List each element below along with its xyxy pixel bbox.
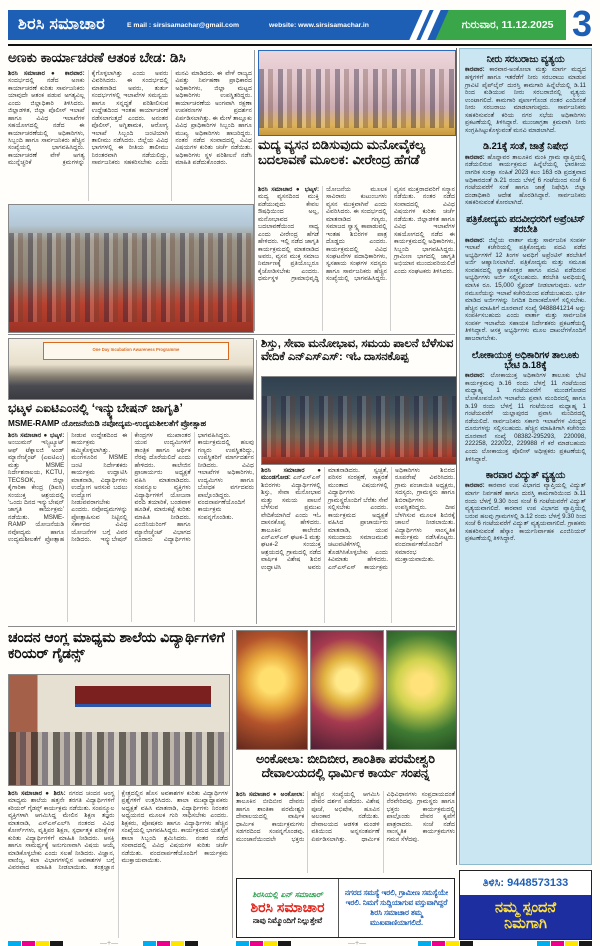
edition-date: ಗುರುವಾರ, 11.12.2025	[462, 18, 554, 31]
brief-water-supply	[465, 54, 586, 134]
news-briefs-panel	[459, 48, 592, 865]
photo-deity-2	[310, 630, 384, 750]
brief-body: ಕಾರವಾರ: ಕಾರವಾರ-ಅಂಕೋಲಾ ಮತ್ತು ಮಾರ್ಗ ಮಧ್ಯದ ಹಳ್ಳಿಗಳಿಗೆ ಹಾಗೂ ಇತರೆಡೆಗೆ ನೀರು ಸರಬರಾಜು ಮಾಡುವ ಗ್ರಾವಿಟಿ ಪೈಪ್‌ಲೈನ್ ದುರಸ್ತಿ ಕಾಮಗಾರಿ ಹಿನ್ನೆಲೆಯಲ್ಲಿ ಡಿ.11 ರಿಂದ ಕುಡಿಯುವ ನೀರು ಸರಬರಾಜಿನಲ್ಲಿ ವ್ಯತ್ಯಯ ಉಂಟಾಗಲಿದೆ. ಕಾಮಗಾರಿ ಪೂರ್ಣಗೊಂಡ ನಂತರ ಎಂದಿನಂತೆ ನೀರು ಸರಬರಾಜು ಮಾಡಲಾಗುವುದು. ಸಾರ್ವಜನಿಕರು ಸಹಕರಿಸುವಂತೆ ಕರಿಯ ನಗರ ಸಭೆಯ ಅಧಿಕಾರಿಗಳು ಪ್ರಕಟಣೆಯಲ್ಲಿ ತಿಳಿಸಿದ್ದಾರೆ. ಮುಂಜಾಗ್ರತಾ ಕ್ರಮವಾಗಿ ನೀರು ಸಂಗ್ರಹಿಸಿಟ್ಟುಕೊಳ್ಳುವಂತೆ ಮನವಿ ಮಾಡಲಾಗಿದೆ.	[465, 66, 586, 134]
house-ad-message-block	[339, 879, 454, 937]
article-body-nss: ಶಿರಸಿ ಸಮಾಚಾರ ● ಮುಂಡಗೋಡ: ಎನ್‌ಎಸ್‌ಎಸ್ ಶಿಬಿರಗಳು ವಿದ್ಯಾರ್ಥಿಗಳಲ್ಲಿ ಶಿಸ್ತು, ಸೇವಾ ಮನೋಭಾವ ಮತ್ತು ಸಮಯ ಪಾಲನೆ ಬೆಳೆಸುವ ಪ್ರಮುಖ ವೇದಿಕೆಯಾಗಿದೆ ಎಂದು ಇಓ ದಾಸನಕೊಪ್ಪ ಹೇಳಿದರು. ತಾಲೂಕಿನ ಕಾಲೇಜಿನ ಎನ್‌ಎಸ್‌ಎಸ್ ಘಟಕ-1 ಮತ್ತು ಘಟಕ-2 ಸಂಯುಕ್ತ ಆಶ್ರಯದಲ್ಲಿ ಗ್ರಾಮದಲ್ಲಿ ನಡೆದ ವಾರ್ಷಿಕ ವಿಶೇಷ ಶಿಬಿರ ಉದ್ಘಾಟಿಸಿ ಅವರು ಮಾತನಾಡಿದರು. ಸ್ವಚ್ಛತೆ, ಪರಿಸರ ಸಂರಕ್ಷಣೆ, ಸಾಕ್ಷರತೆ ಮುಂತಾದ ವಿಷಯಗಳಲ್ಲಿ ವಿದ್ಯಾರ್ಥಿಗಳು ಗ್ರಾಮಸ್ಥರೊಂದಿಗೆ ಬೆರೆತು ಸೇವೆ ಸಲ್ಲಿಸಬೇಕು ಎಂದರು. ಕಾರ್ಯಕ್ರಮದ ಅಧ್ಯಕ್ಷತೆ ವಹಿಸಿದ ಪ್ರಾಚಾರ್ಯರು ಮಾತನಾಡಿ, ಯುವ ಸಮುದಾಯ ಸಮಾಜಮುಖಿ ಚಟುವಟಿಕೆಗಳಲ್ಲಿ ತೊಡಗಿಸಿಕೊಳ್ಳಬೇಕು ಎಂದು ಕಿವಿಮಾತು ಹೇಳಿದರು. ಎನ್‌ಎಸ್‌ಎಸ್ ಕಾರ್ಯಕ್ರಮ ಅಧಿಕಾರಿಗಳು ಶಿಬಿರದ ರೂಪರೇಷೆ ವಿವರಿಸಿದರು. ಗ್ರಾಮ ಪಂಚಾಯಿತಿ ಅಧ್ಯಕ್ಷರು, ಸದಸ್ಯರು, ಗ್ರಾಮಸ್ಥರು ಹಾಗೂ ಶಿಬಿರಾರ್ಥಿಗಳು ಉಪಸ್ಥಿತರಿದ್ದರು. ದೀಪ ಬೆಳಗಿಸುವ ಮೂಲಕ ಶಿಬಿರಕ್ಕೆ ಚಾಲನೆ ನೀಡಲಾಯಿತು. ವಿದ್ಯಾರ್ಥಿಗಳು ಸಾಂಸ್ಕೃತಿಕ ಕಾರ್ಯಕ್ರಮ ನಡೆಸಿಕೊಟ್ಟರು. ವಂದನಾರ್ಪಣೆಯೊಂದಿಗೆ ಸಮಾರಂಭ ಮುಕ್ತಾಯವಾಯಿತು.	[261, 467, 455, 571]
cmyk-yellow-swatch	[264, 941, 277, 946]
cmyk-cyan-swatch	[143, 941, 156, 946]
house-ad-brand: ಶಿರಸಿ ಸಮಾಚಾರ	[250, 898, 325, 915]
dateline: ಶಿರಸಿ ಸಮಾಚಾರ ● ಭಟ್ಕಳ:	[8, 432, 65, 439]
brief-apprentice	[465, 214, 586, 343]
cmyk-yellow-swatch	[171, 941, 184, 946]
cmyk-black-swatch	[278, 941, 291, 946]
masthead-website: website: www.sirsisamachar.in	[269, 21, 369, 29]
event-banner: One Day Incubation Awareness Programme	[43, 342, 228, 360]
cmyk-bar	[418, 941, 473, 946]
article-body-madya: ಶಿರಸಿ ಸಮಾಚಾರ ● ಭಟ್ಕಳ: ಮದ್ಯ ವ್ಯಸನದಿಂದ ಮುಕ್ತಿ ಪಡೆಯುವುದು ಕೇವಲ ಔಷಧಿಯಿಂದ ಅಲ್ಲ, ಮನೋಭಾವದ ಬದಲಾವಣೆಯಿಂದ ಸಾಧ್ಯ ಎಂದು ವೀರೇಂದ್ರ ಹೆಗಡೆ ಹೇಳಿದರು. ಇಲ್ಲಿ ನಡೆದ ಜಾಗೃತಿ ಕಾರ್ಯಕ್ರಮದಲ್ಲಿ ಮಾತನಾಡಿದ ಅವರು, ವ್ಯಸನ ಮುಕ್ತ ಸಮಾಜ ನಿರ್ಮಾಣಕ್ಕೆ ಪ್ರತಿಯೊಬ್ಬರೂ ಕೈಜೋಡಿಸಬೇಕು ಎಂದರು. ಧರ್ಮಸ್ಥಳ ಗ್ರಾಮಾಭಿವೃದ್ಧಿ ಯೋಜನೆಯ ಮೂಲಕ ಸಾವಿರಾರು ಕುಟುಂಬಗಳು ವ್ಯಸನ ಮುಕ್ತವಾಗಿವೆ ಎಂದು ವಿವರಿಸಿದರು. ಈ ಸಂದರ್ಭದಲ್ಲಿ ಮಾತನಾಡಿದ ಗಣ್ಯರು, ಸಮಾಜದ ಸ್ವಾಸ್ಥ್ಯ ಕಾಪಾಡುವಲ್ಲಿ ಇಂತಹ ಶಿಬಿರಗಳ ಪಾತ್ರ ದೊಡ್ಡದು ಎಂದರು. ಕಾರ್ಯಕ್ರಮದಲ್ಲಿ ವಿವಿಧ ಸಂಘಟನೆಗಳ ಪದಾಧಿಕಾರಿಗಳು, ಸ್ವಸಹಾಯ ಸಂಘಗಳ ಸದಸ್ಯರು ಹಾಗೂ ಸಾರ್ವಜನಿಕರು ಹೆಚ್ಚಿನ ಸಂಖ್ಯೆಯಲ್ಲಿ ಭಾಗವಹಿಸಿದ್ದರು. ವ್ಯಸನ ಮುಕ್ತರಾದವರಿಗೆ ಸನ್ಮಾನ ನಡೆಯಿತು. ನಂತರ ನಡೆದ ಸಂವಾದದಲ್ಲಿ ವಿವಿಧ ವಿಷಯಗಳ ಕುರಿತು ಚರ್ಚೆ ನಡೆಯಿತು. ಜಿಲ್ಲಾಡಳಿತ ಹಾಗೂ ವಿವಿಧ ಇಲಾಖೆಗಳ ಸಹಯೋಗದಲ್ಲಿ ನಡೆದ ಈ ಕಾರ್ಯಕ್ರಮದಲ್ಲಿ ಅಧಿಕಾರಿಗಳು, ಸಿಬ್ಬಂದಿ ಭಾಗವಹಿಸಿದ್ದರು. ಗ್ರಾಮೀಣ ಭಾಗದಲ್ಲಿ ಜಾಗೃತಿ ಅಭಿಯಾನ ಮುಂದುವರಿಯಲಿದೆ ಎಂದು ಸಂಘಟಕರು ತಿಳಿಸಿದರು.	[258, 186, 455, 283]
headline-madya: ಮದ್ಯ ವ್ಯಸನ ಬಿಡಿಸುವುದು ಮನೋವೈಕಲ್ಯ ಬದಲಾವಣೆ ಮೂಲಕ: ವೀರೇಂದ್ರ ಹೆಗಡೆ	[258, 137, 426, 167]
cmyk-cyan-swatch	[236, 941, 249, 946]
brief-body: ಕಾರವಾರ: ಕಾರವಾರ ಉಪ ವಿಭಾಗದ ವ್ಯಾಪ್ತಿಯಲ್ಲಿ ವಿದ್ಯುತ್ ಮಾರ್ಗ ನಿರ್ವಹಣೆ ಹಾಗೂ ದುರಸ್ತಿ ಕಾಮಗಾರಿಯಿಂದ ಡಿ.11 ರಂದು ಬೆಳಗ್ಗೆ 9.30 ರಿಂದ ಸಂಜೆ 6 ಗಂಟೆಯವರೆಗೆ ವಿದ್ಯುತ್ ವ್ಯತ್ಯಯವಾಗಲಿದೆ. ಕಾರವಾರ ಉಪ ವಿಭಾಗದ ವ್ಯಾಪ್ತಿಯಲ್ಲಿ ಬರುವ ಹಲವು ಗ್ರಾಮಗಳಲ್ಲಿ ಡಿ.12 ರಂದು ಬೆಳಗ್ಗೆ 9.30 ರಿಂದ ಸಂಜೆ 6 ಗಂಟೆಯವರೆಗೆ ವಿದ್ಯುತ್ ವ್ಯತ್ಯಯವಾಗಲಿದೆ. ಗ್ರಾಹಕರು ಸಹಕರಿಸುವಂತೆ ಹೆಸ್ಕಾಂ ಕಾರ್ಯನಿರ್ವಾಹಕ ಎಂಜಿನಿಯರ್ ಪ್ರಕಟಣೆಯಲ್ಲಿ ತಿಳಿಸಿದ್ದಾರೆ.	[465, 482, 586, 543]
column-rule	[254, 50, 255, 331]
photo-bhatkal-dais	[8, 338, 254, 400]
brief-body: ಕಾರವಾರ: ಹೊನ್ನಾವರ ತಾಲೂಕಿನ ಮಂಕಿ ಗ್ರಾಮ ವ್ಯಾಪ್ತಿಯಲ್ಲಿ ನಡೆಯಲಿರುವ ಕಾರ್ಯಕ್ರಮದ ಹಿನ್ನೆಲೆಯಲ್ಲಿ ಭಾರತೀಯ ನಾಗರಿಕ ಸುರಕ್ಷಾ ಸಂಹಿತೆ 2023 ಕಲಂ 163 ರಡಿ ಪ್ರದತ್ತವಾದ ಅಧಿಕಾರದಂತೆ ಡಿ.21 ರಂದು ಬೆಳಗ್ಗೆ 6 ಗಂಟೆಯಿಂದ ಸಂಜೆ 6 ಗಂಟೆಯವರೆಗೆ ಸಂತೆ ಹಾಗೂ ಜಾತ್ರೆ ನಿಷೇಧಿಸಿ ಜಿಲ್ಲಾ ದಂಡಾಧಿಕಾರಿ ಆದೇಶ ಹೊರಡಿಸಿದ್ದಾರೆ. ಸಾರ್ವಜನಿಕರು ಸಹಕರಿಸುವಂತೆ ಕೋರಲಾಗಿದೆ.	[465, 153, 586, 207]
brief-headline: ಕಾರವಾರ ವಿದ್ಯುತ್ ವ್ಯತ್ಯಯ	[485, 470, 566, 481]
article-body-mock-drill: ಶಿರಸಿ ಸಮಾಚಾರ ● ಕಾರವಾರ: ಸಂದರ್ಭದಲ್ಲಿ ನಡೆದ ಅಣಕು ಕಾರ್ಯಾಚರಣೆ ಕುರಿತು ಸಾರ್ವಜನಿಕರು ಯಾವುದೇ ಆತಂಕ ಪಡುವ ಅಗತ್ಯವಿಲ್ಲ ಎಂದು ಜಿಲ್ಲಾಧಿಕಾರಿ ತಿಳಿಸಿದರು. ಜಿಲ್ಲಾಡಳಿತ, ಜಿಲ್ಲಾ ಪೊಲೀಸ್ ಇಲಾಖೆ ಹಾಗೂ ವಿವಿಧ ಇಲಾಖೆಗಳ ಸಹಯೋಗದಲ್ಲಿ ನಡೆದ ಈ ಕಾರ್ಯಾಚರಣೆಯಲ್ಲಿ ಅಧಿಕಾರಿಗಳು, ಸಿಬ್ಬಂದಿ ಹಾಗೂ ಸಾರ್ವಜನಿಕರು ಹೆಚ್ಚಿನ ಸಂಖ್ಯೆಯಲ್ಲಿ ಭಾಗವಹಿಸಿದ್ದರು. ಕಾರ್ಯಾಚರಣೆ ವೇಳೆ ಅಗತ್ಯ ಮುನ್ನೆಚ್ಚರಿಕೆ ಕ್ರಮಗಳನ್ನು ಕೈಗೊಳ್ಳಲಾಗಿತ್ತು ಎಂದು ಅವರು ವಿವರಿಸಿದರು. ಈ ಸಂದರ್ಭದಲ್ಲಿ ಮಾತನಾಡಿದ ಅವರು, ತುರ್ತು ಸಂದರ್ಭಗಳಲ್ಲಿ ಇಲಾಖೆಗಳ ಸಮನ್ವಯ ಹಾಗೂ ಸನ್ನದ್ಧತೆ ಪರಿಶೀಲಿಸುವ ಉದ್ದೇಶದಿಂದ ಇಂತಹ ಕಾರ್ಯಾಚರಣೆ ನಡೆಸಲಾಗುತ್ತದೆ ಎಂದರು. ಅನಂತರ ಪೊಲೀಸ್, ಅಗ್ನಿಶಾಮಕ, ಆರೋಗ್ಯ ಇಲಾಖೆ ಸಿಬ್ಬಂದಿ ಜಂಟಿಯಾಗಿ ತಾಲೀಮು ನಡೆಸಿದರು. ಜಿಲ್ಲೆಯ ವಿವಿಧ ಭಾಗಗಳಲ್ಲಿ ಈ ರೀತಿಯ ತಾಲೀಮು ನಿರಂತರವಾಗಿ ನಡೆಯಲಿದ್ದು, ಸಾರ್ವಜನಿಕರು ಸಹಕರಿಸಬೇಕು ಎಂದು ಮನವಿ ಮಾಡಿದರು. ಈ ವೇಳೆ ರಾಜ್ಯದ ವಿಪತ್ತು ನಿರ್ವಹಣಾ ಪ್ರಾಧಿಕಾರದ ಅಧಿಕಾರಿಗಳು, ಜಿಲ್ಲಾ ಮಟ್ಟದ ಅಧಿಕಾರಿಗಳು ಉಪಸ್ಥಿತರಿದ್ದರು. ಕಾರ್ಯಾಚರಣೆಯ ಅಂಗವಾಗಿ ರಕ್ಷಣಾ ಉಪಕರಣಗಳ ಪ್ರದರ್ಶನ ಏರ್ಪಡಿಸಲಾಗಿತ್ತು. ಈ ಮೇಳೆ ತಾಲ್ಲೂಕು ವಿವಿಧ ಪ್ರಾಧಿಕಾರಿಗಳ ಸಿಬ್ಬಂದಿ ಹಾಗೂ ಮುಖ್ಯ ಅಧಿಕಾರಿಗಳು ಹಾಜರಿದ್ದರು. ನಂತರ ನಡೆದ ಸಂವಾದದಲ್ಲಿ ವಿವಿಧ ವಿಷಯಗಳ ಕುರಿತು ಚರ್ಚೆ ನಡೆಯಿತು. ಅಧಿಕಾರಿಗಳು ಸ್ಥಳ ಪರಿಶೀಲನೆ ನಡೆಸಿ ಮಾಹಿತಿ ಪಡೆದುಕೊಂಡರು.	[8, 70, 252, 167]
article-body-bhatkal: ಶಿರಸಿ ಸಮಾಚಾರ ● ಭಟ್ಕಳ: ಅಂಜುಮನ್ ಇನ್ಸ್ಟಿಟ್ಯೂಟ್ ಆಫ್ ಟೆಕ್ನಾಲಜಿ ಅಂಡ್ ಮ್ಯಾನೇಜ್ಮೆಂಟ್ (ಎಐಟಿಎಂ) ಮತ್ತು MSME ನಿರ್ದೇಶನಾಲಯ, KCTU, TECSOK, ಜಿಲ್ಲಾ ಕೈಗಾರಿಕಾ ಕೇಂದ್ರ (ಡಿಐಸಿ) ಸಂಯುಕ್ತ ಆಶ್ರಯದಲ್ಲಿ ‘ಒಂದು ದಿನದ ಇನ್ಕ್ಯುಬೇಷನ್ ಜಾಗೃತಿ ಕಾರ್ಯಕ್ರಮ’ ನಡೆಯಿತು. MSME-RAMP ಯೋಜನೆಯಡಿ ನವೋದ್ಯಮ ಹಾಗೂ ಉದ್ಯಮಶೀಲತೆಗೆ ಪ್ರೋತ್ಸಾಹ ನೀಡುವ ಉದ್ದೇಶದಿಂದ ಈ ಕಾರ್ಯಕ್ರಮ ಹಮ್ಮಿಕೊಳ್ಳಲಾಗಿತ್ತು. ಮಂಗಳೂರಿನ MSME ಜಂಟಿ ನಿರ್ದೇಶಕರು ಕಾರ್ಯಕ್ರಮ ಉದ್ಘಾಟಿಸಿ ಮಾತನಾಡಿ, ವಿದ್ಯಾರ್ಥಿಗಳು ಉದ್ಯೋಗ ಅರಸುವ ಬದಲು ಉದ್ಯೋಗ ನೀಡುವವರಾಗಬೇಕು ಎಂದರು. ನವೋದ್ಯಮಗಳನ್ನು ಪ್ರೋತ್ಸಾಹಿಸುವ ನಿಟ್ಟಿನಲ್ಲಿ ಸರ್ಕಾರದ ವಿವಿಧ ಯೋಜನೆಗಳ ಬಗ್ಗೆ ವಿವರ ನೀಡಿದರು. ಇನ್ಕ್ಯುಬೇಷನ್ ಕೇಂದ್ರಗಳ ಮುಖಾಂತರ ಯುವ ಉದ್ಯಮಿಗಳಿಗೆ ತಾಂತ್ರಿಕ ಹಾಗೂ ಆರ್ಥಿಕ ನೆರವು ದೊರೆಯಲಿದೆ ಎಂದು ಹೇಳಿದರು. ಕಾಲೇಜಿನ ಪ್ರಾಚಾರ್ಯರು ಅಧ್ಯಕ್ಷತೆ ವಹಿಸಿ ಮಾತನಾಡಿದರು. ಸಂಪನ್ಮೂಲ ವ್ಯಕ್ತಿಗಳು ವಿದ್ಯಾರ್ಥಿಗಳಿಗೆ ಯೋಜನಾ ವರದಿ ತಯಾರಿಕೆ, ಬಂಡವಾಳ ಹೂಡಿಕೆ, ಮಾರುಕಟ್ಟೆ ಕುರಿತು ಮಾಹಿತಿ ನೀಡಿದರು. ಎಂಜಿನಿಯರಿಂಗ್ ಹಾಗೂ ಮ್ಯಾನೇಜ್ಮೆಂಟ್ ವಿಭಾಗದ ನೂರಾರು ವಿದ್ಯಾರ್ಥಿಗಳು ಭಾಗವಹಿಸಿದ್ದರು. ಕಾರ್ಯಕ್ರಮದಲ್ಲಿ ಹಲವು ಗಣ್ಯರು ಉಪಸ್ಥಿತರಿದ್ದು, ಉಪಸ್ಥಿತರಿಗೆ ಮಾರ್ಗದರ್ಶನ ನೀಡಿದರು. ವಿವಿಧ ಇಲಾಖೆಗಳ ಅಧಿಕಾರಿಗಳು, ಉದ್ಯಮಿಗಳು ಹಾಗೂ ಬೋಧಕ ವರ್ಗದವರು ಪಾಲ್ಗೊಂಡಿದ್ದರು. ವಂದನಾರ್ಪಣೆಯೊಂದಿಗೆ ಕಾರ್ಯಕ್ರಮ ಸಂಪನ್ನಗೊಂಡಿತು.	[8, 432, 254, 544]
masthead-date-band	[435, 10, 566, 40]
brief-body: ಕಾರವಾರ: ಜಿಲ್ಲೆಯ ವಾರ್ತಾ ಮತ್ತು ಸಾರ್ವಜನಿಕ ಸಂಪರ್ಕ ಇಲಾಖೆ ಕಚೇರಿಯಲ್ಲಿ ಪತ್ರಿಕೋದ್ಯಮ ಪದವಿ ಪಡೆದ ಅಭ್ಯರ್ಥಿಗಳಿಗೆ 12 ತಿಂಗಳ ಅವಧಿಗೆ ಅಪ್ರೆಂಟಿಸ್ ತರಬೇತಿಗೆ ಅರ್ಜಿ ಆಹ್ವಾನಿಸಲಾಗಿದೆ. ಪತ್ರಿಕೋದ್ಯಮ ಮತ್ತು ಸಮೂಹ ಸಂವಹನದಲ್ಲಿ ಸ್ನಾತಕೋತ್ತರ ಹಾಗೂ ಪದವಿ ಪಡೆದಿರುವ ಅಭ್ಯರ್ಥಿಗಳು ಅರ್ಜಿ ಸಲ್ಲಿಸಬಹುದು. ತರಬೇತಿ ಅವಧಿಯಲ್ಲಿ ಮಾಸಿಕ ರೂ. 15,000 ಸ್ಟೈಫಂಡ್ ನೀಡಲಾಗುವುದು. ಅರ್ಜಿ ನಮೂನೆಯನ್ನು ಇಲಾಖೆ ಕಚೇರಿಯಿಂದ ಪಡೆಯಬಹುದು. ಭರ್ತಿ ಮಾಡಿದ ಅರ್ಜಿಗಳನ್ನು ನಿಗದಿತ ದಿನಾಂಕದೊಳಗೆ ಸಲ್ಲಿಸಬೇಕು. ಹೆಚ್ಚಿನ ಮಾಹಿತಿಗೆ ದೂರವಾಣಿ ಸಂಖ್ಯೆ 9488841214 ಅನ್ನು ಸಂಪರ್ಕಿಸಬಹುದು ಎಂದು ವಾರ್ತಾ ಮತ್ತು ಸಾರ್ವಜನಿಕ ಸಂಪರ್ಕ ಇಲಾಖೆಯ ಸಹಾಯಕ ನಿರ್ದೇಶಕರು ಪ್ರಕಟಣೆಯಲ್ಲಿ ತಿಳಿಸಿದ್ದಾರೆ. ಆಸಕ್ತ ಅಭ್ಯರ್ಥಿಗಳು ಮೂಲ ದಾಖಲೆಗಳೊಂದಿಗೆ ಹಾಜರಾಗಬೇಕು.	[465, 236, 586, 342]
brief-headline: ಪತ್ರಿಕೋದ್ಯಮ ಪದವೀಧರರಿಗೆ ಅಪ್ರೆಂಟಿಸ್ ತರಬೇತಿ	[466, 213, 585, 235]
dateline: ಶಿರಸಿ ಸಮಾಚಾರ ● ಅಂಕೋಲಾ:	[236, 791, 305, 798]
masthead-email: E mail : sirsisamachar@gmail.com	[126, 21, 240, 29]
newspaper-title: ಶಿರಸಿ ಸಮಾಚಾರ	[18, 16, 105, 33]
dateline: ಶಿರಸಿ ಸಮಾಚಾರ ● ಕಾರವಾರ:	[8, 70, 85, 77]
registration-mark: —+—	[100, 940, 119, 946]
brief-lokayukta	[465, 350, 586, 464]
house-ad	[236, 878, 455, 938]
headline-nss: ಶಿಸ್ತು, ಸೇವಾ ಮನೋಭಾವ, ಸಮಯ ಪಾಲನೆ ಬೆಳೆಸುವ ವೇದಿಕೆ ಎನ್‌ಎಸ್‌ಎಸ್: ಇಓ ದಾಸನಕೊಪ್ಪ	[261, 338, 454, 363]
cmyk-yellow-swatch	[565, 941, 578, 946]
cmyk-cyan-swatch	[537, 941, 550, 946]
sidebar-rule	[456, 48, 457, 865]
cmyk-bar	[8, 941, 63, 946]
house-ad-message: ನಗರದ ಸಮಸ್ಯೆ ಇರಲಿ, ಗ್ರಾಮೀಣ ಸಮಸ್ಯೆಯೇ ಇರಲಿ. ನಿಮಗೆ ಸುದ್ದಿಯಾಗುವ ವಸ್ತುವಾಗಿದ್ದರೆ ಶಿರಸಿ ಸಮಾಚಾರ ತಮ್ಮ ಮುಖವಾಣಿಯಾಗಲಿದೆ.	[344, 888, 449, 927]
column-rule	[232, 630, 233, 938]
photo-deity-3	[386, 630, 457, 750]
section-rule	[8, 626, 455, 627]
cmyk-black-swatch	[579, 941, 592, 946]
contact-ad	[459, 870, 592, 940]
cmyk-yellow-swatch	[36, 941, 49, 946]
cmyk-bar	[143, 941, 198, 946]
brief-headline: ಲೋಕಾಯುಕ್ತ ಅಧಿಕಾರಿಗಳ ತಾಲೂಕು ಭೇಟಿ ಡಿ.18ಕ್ಕೆ	[471, 349, 580, 370]
cmyk-cyan-swatch	[8, 941, 21, 946]
deck-bhatkal: MSME-RAMP ಯೋಜನೆಯಡಿ ನವೋದ್ಯಮ-ಉದ್ಯಮಶೀಲತೆಗೆ ಪ್ರೋತ್ಸಾಹ	[8, 419, 207, 428]
cmyk-magenta-swatch	[157, 941, 170, 946]
dateline: ಶಿರಸಿ ಸಮಾಚಾರ ● ಶಿರಸಿ:	[8, 790, 66, 797]
cmyk-bar	[537, 941, 592, 946]
cmyk-magenta-swatch	[432, 941, 445, 946]
article-body-ankola: ಶಿರಸಿ ಸಮಾಚಾರ ● ಅಂಕೋಲಾ: ತಾಲೂಕಿನ ಬೀದಿಬೀರ ದೇವರು ಹಾಗೂ ಶಾಂತಿಕಾ ಪರಮೇಶ್ವರಿ ದೇವಾಲಯದಲ್ಲಿ ವಾರ್ಷಿಕ ಧಾರ್ಮಿಕ ಕಾರ್ಯಕ್ರಮಗಳು ಸಡಗರದಿಂದ ಸಂಪನ್ನಗೊಂಡವು. ಮುಂಜಾನೆಯಿಂದಲೇ ಭಕ್ತರು ಹೆಚ್ಚಿನ ಸಂಖ್ಯೆಯಲ್ಲಿ ಆಗಮಿಸಿ ದೇವರ ದರ್ಶನ ಪಡೆದರು. ವಿಶೇಷ ಪೂಜೆ, ಅಭಿಷೇಕ, ಹೂವಿನ ಅಲಂಕಾರ ನಡೆಯಿತು. ದೇವಾಲಯದ ಆಡಳಿತ ಮಂಡಳಿ ವತಿಯಿಂದ ಅನ್ನಸಂತರ್ಪಣೆ ಏರ್ಪಡಿಸಲಾಗಿತ್ತು. ಧಾರ್ಮಿಕ ವಿಧಿವಿಧಾನಗಳು ಸಂಪ್ರದಾಯದಂತೆ ನೆರವೇರಿದವು. ಗ್ರಾಮಸ್ಥರು ಹಾಗೂ ಭಕ್ತರು ಕಾರ್ಯಕ್ರಮದಲ್ಲಿ ಪಾಲ್ಗೊಂಡು ದೇವರ ಕೃಪೆಗೆ ಪಾತ್ರರಾದರು. ಸಂಜೆ ನಡೆದ ಸಾಂಸ್ಕೃತಿಕ ಕಾರ್ಯಕ್ರಮಗಳು ಗಮನ ಸೆಳೆದವು.	[236, 791, 455, 843]
cmyk-bar	[236, 941, 291, 946]
cmyk-black-swatch	[185, 941, 198, 946]
masthead-rule	[8, 44, 592, 46]
headline-bhatkal: ಭಟ್ಕಳ ಎಐಟಿಎಂನಲ್ಲಿ ‘ಇನ್ಕ್ಯುಬೇಷನ್ ಜಾಗೃತಿ’	[8, 401, 183, 415]
photo-madya-event	[258, 50, 456, 136]
brief-fair-ban	[465, 141, 586, 206]
house-ad-brand-block	[237, 879, 339, 937]
page-number: 3	[571, 3, 593, 44]
cmyk-black-swatch	[460, 941, 473, 946]
brief-headline: ನೀರು ಸರಬರಾಜು ವ್ಯತ್ಯಯ	[486, 54, 565, 64]
cmyk-cyan-swatch	[418, 941, 431, 946]
dateline: ಶಿರಸಿ ಸಮಾಚಾರ ● ಮುಂಡಗೋಡ:	[261, 467, 321, 482]
contact-ad-blue-box	[460, 895, 591, 939]
contact-ad-line2: ನಿಮಗಾಗಿ	[504, 916, 547, 932]
brief-power-cut	[465, 470, 586, 543]
article-body-chandana: ಶಿರಸಿ ಸಮಾಚಾರ ● ಶಿರಸಿ: ನಗರದ ಚಂದನ ಆಂಗ್ಲ ಮಾಧ್ಯಮ ಶಾಲೆಯ ಹತ್ತನೇ ತರಗತಿ ವಿದ್ಯಾರ್ಥಿಗಳಿಗೆ ಕರಿಯರ್ ಗೈಡನ್ಸ್ ಕಾರ್ಯಕ್ರಮ ನಡೆಯಿತು. ಸಂಪನ್ಮೂಲ ವ್ಯಕ್ತಿಗಳಾಗಿ ಆಗಮಿಸಿದ್ದ ಮೇಲಿನ ಶಿಕ್ಷಣ ತಜ್ಞರು ಮಾತನಾಡಿ, ಎಸ್‌ಎಸ್‌ಎಲ್‌ಸಿ ನಂತರದ ವಿವಿಧ ಕೋರ್ಸ್‌ಗಳು, ವೃತ್ತಿಪರ ಶಿಕ್ಷಣ, ಸ್ಪರ್ಧಾತ್ಮಕ ಪರೀಕ್ಷೆಗಳ ಕುರಿತು ವಿದ್ಯಾರ್ಥಿಗಳಿಗೆ ಮಾಹಿತಿ ನೀಡಿದರು. ಆಸಕ್ತಿ ಹಾಗೂ ಸಾಮರ್ಥ್ಯಕ್ಕೆ ಅನುಗುಣವಾಗಿ ವಿಷಯ ಆಯ್ಕೆ ಮಾಡಿಕೊಳ್ಳಬೇಕು ಎಂದು ಸಲಹೆ ನೀಡಿದರು. ವಿಜ್ಞಾನ, ವಾಣಿಜ್ಯ, ಕಲಾ ವಿಭಾಗಗಳಲ್ಲಿನ ಅವಕಾಶಗಳ ಬಗ್ಗೆ ವಿವರವಾದ ಮಾಹಿತಿ ನೀಡಲಾಯಿತು. ತಂತ್ರಜ್ಞಾನ ಕ್ಷೇತ್ರದಲ್ಲಿನ ಹೊಸ ಅವಕಾಶಗಳ ಕುರಿತು ವಿದ್ಯಾರ್ಥಿಗಳ ಪ್ರಶ್ನೆಗಳಿಗೆ ಉತ್ತರಿಸಿದರು. ಶಾಲಾ ಮುಖ್ಯಾಧ್ಯಾಪಕರು ಅಧ್ಯಕ್ಷತೆ ವಹಿಸಿ ಮಾತನಾಡಿ, ವಿದ್ಯಾರ್ಥಿಗಳು ನಿರಂತರ ಅಧ್ಯಯನದ ಮೂಲಕ ಗುರಿ ಸಾಧಿಸಬೇಕು ಎಂದರು. ಶಿಕ್ಷಕರು, ಪೋಷಕರು ಹಾಗೂ ವಿದ್ಯಾರ್ಥಿಗಳು ಹೆಚ್ಚಿನ ಸಂಖ್ಯೆಯಲ್ಲಿ ಭಾಗವಹಿಸಿದ್ದರು. ಕಾರ್ಯಕ್ರಮದ ಯಶಸ್ಸಿಗೆ ಶಾಲಾ ಸಿಬ್ಬಂದಿ ಶ್ರಮಿಸಿದರು. ನಂತರ ನಡೆದ ಸಂವಾದದಲ್ಲಿ ವಿವಿಧ ವಿಷಯಗಳ ಕುರಿತು ಚರ್ಚೆ ನಡೆಯಿತು. ವಂದನಾರ್ಪಣೆಯೊಂದಿಗೆ ಕಾರ್ಯಕ್ರಮ ಮುಕ್ತಾಯವಾಯಿತು.	[8, 790, 228, 872]
contact-phone: ತಿಳಿಸಿ: 9448573133	[482, 876, 569, 889]
headline-chandana: ಚಂದನ ಆಂಗ್ಲ ಮಾಧ್ಯಮ ಶಾಲೆಯ ವಿದ್ಯಾರ್ಥಿಗಳಿಗೆ ಕರಿಯರ್ ಗೈಡನ್ಸ್	[8, 629, 225, 661]
registration-mark: —+—	[348, 940, 367, 946]
headline-ankola: ಅಂಕೋಲಾ: ಬೀದಿಬೀರ, ಶಾಂತಿಕಾ ಪರಮೇಶ್ವರಿ ದೇವಾಲಯದಲ್ಲಿ ಧಾರ್ಮಿಕ ಕಾರ್ಯ ಸಂಪನ್ನ	[256, 752, 435, 780]
photo-chandana-classroom	[8, 674, 230, 786]
photo-mock-drill	[8, 204, 254, 333]
headline-mock-drill: ಅಣಕು ಕಾರ್ಯಾಚರಣೆ ಆತಂಕ ಬೇಡ: ಡಿಸಿ	[8, 50, 186, 65]
cmyk-yellow-swatch	[446, 941, 459, 946]
masthead	[8, 10, 566, 40]
house-ad-script-line: ಶಿರಸಿಯಲ್ಲಿ ಏನ್ ಸಮಾಚಾರ್	[252, 889, 323, 899]
section-rule	[8, 334, 455, 335]
brief-headline: ಡಿ.21ಕ್ಕೆ ಸಂತೆ, ಜಾತ್ರೆ ನಿಷೇಧ	[483, 141, 568, 152]
cmyk-black-swatch	[50, 941, 63, 946]
cmyk-magenta-swatch	[22, 941, 35, 946]
column-rule	[256, 340, 257, 624]
contact-ad-line1: ನಮ್ಮ ಸ್ಪಂದನೆ	[494, 900, 557, 917]
photo-nss-lamp	[261, 376, 457, 465]
dateline: ಶಿರಸಿ ಸಮಾಚಾರ ● ಭಟ್ಕಳ:	[258, 186, 319, 193]
brief-body: ಕಾರವಾರ: ಲೋಕಾಯುಕ್ತ ಅಧಿಕಾರಿಗಳ ತಾಲೂಕು ಭೇಟಿ ಕಾರ್ಯಕ್ರಮವು ಡಿ.16 ರಂದು ಬೆಳಗ್ಗೆ 11 ಗಂಟೆಯಿಂದ ಮಧ್ಯಾಹ್ನ 1 ಗಂಟೆಯವರೆಗೆ ಮುಂಡಗೋಡದ ಲೋಕೋಪಯೋಗಿ ಇಲಾಖೆಯ ಪ್ರವಾಸಿ ಮಂದಿರದಲ್ಲಿ ಹಾಗೂ ಡಿ.19 ರಂದು ಬೆಳಗ್ಗೆ 11 ಗಂಟೆಯಿಂದ ಮಧ್ಯಾಹ್ನ 1 ಗಂಟೆಯವರೆಗೆ ಯಲ್ಲಾಪುರದ ಪ್ರವಾಸಿ ಮಂದಿರದಲ್ಲಿ ನಡೆಯಲಿದೆ. ಸಾರ್ವಜನಿಕರು ಸರ್ಕಾರಿ ಇಲಾಖೆಗಳ ವಿರುದ್ಧದ ದೂರುಗಳನ್ನು ಸಲ್ಲಿಸಬಹುದು. ಹೆಚ್ಚಿನ ಮಾಹಿತಿಗಾಗಿ ಕಚೇರಿಯ ದೂರವಾಣಿ ಸಂಖ್ಯೆ 08382-295293, 220098, 222258, 222022, 229988 ಗೆ ಕರೆ ಮಾಡಬಹುದು ಎಂದು ಲೋಕಾಯುಕ್ತ ಪೊಲೀಸ್ ಅಧೀಕ್ಷಕರು ಪ್ರಕಟಣೆಯಲ್ಲಿ ತಿಳಿಸಿದ್ದಾರೆ.	[465, 372, 586, 463]
house-ad-tagline: ನಾವು ನಿಮ್ಮೊಂದಿಗೆ ನಿಲ್ಲುತ್ತೇವೆ	[252, 916, 323, 926]
photo-deity-1	[236, 630, 308, 750]
cmyk-magenta-swatch	[250, 941, 263, 946]
cmyk-magenta-swatch	[551, 941, 564, 946]
